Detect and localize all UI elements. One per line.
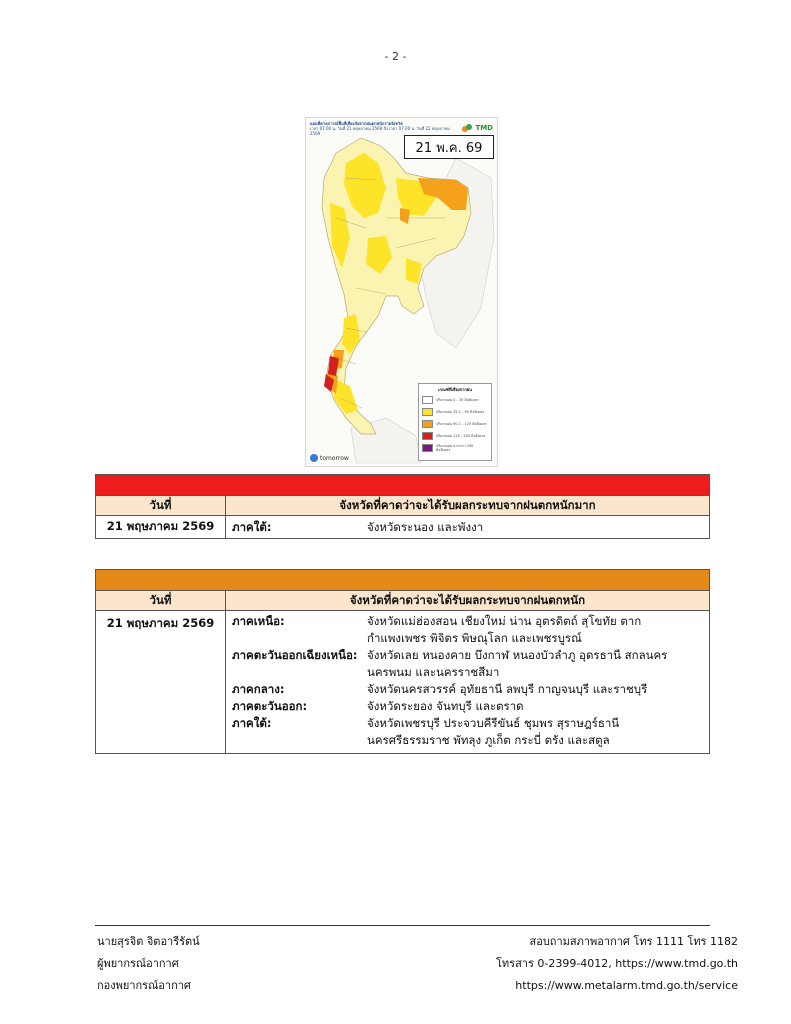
region-name: ภาคตะวันออก:: [232, 699, 308, 713]
tmd-logo-icon: [461, 122, 473, 134]
footer-divider: [95, 925, 710, 926]
legend-item: [422, 443, 488, 453]
table-header-row: [96, 591, 710, 611]
map-header-title: แผนที่คาดการณ์พื้นที่เสี่ยงภัยจากฝนตกหนักรายจังหวัด: [310, 121, 403, 126]
legend-title: เกณฑ์ที่เสี่ยงจากฝน: [438, 387, 472, 392]
region-entry: [232, 519, 703, 536]
province-line: นครพนม และนครราชสีมา: [367, 665, 500, 679]
region-name: ภาคกลาง:: [232, 682, 285, 696]
legend-swatch: [422, 444, 433, 452]
legend-swatch: [422, 408, 433, 416]
legend-label: ปริมาณฝน 0 - 35 มิลลิเมตร: [436, 398, 479, 402]
footer-signature: [97, 931, 200, 997]
col-header-provinces: จังหวัดที่คาดว่าจะได้รับผลกระทบจากฝนตกหนักมาก: [226, 496, 710, 516]
region-entry: [232, 613, 703, 647]
col-header-provinces: จังหวัดที่คาดว่าจะได้รับผลกระทบจากฝนตกหนัก: [226, 591, 710, 611]
heavy-rain-table: [95, 569, 710, 754]
col-header-date: วันที่: [96, 496, 226, 516]
legend-swatch: [422, 396, 433, 404]
province-line: นครศรีธรรมราช พัทลุง ภูเก็ต กระบี่ ตรัง และสตูล: [367, 733, 610, 747]
legend-label: ปริมาณฝน 90.1 - 125 มิลลิเมตร: [436, 422, 487, 426]
region-entry: [232, 681, 703, 698]
rainfall-risk-map: [305, 117, 498, 467]
legend-swatch: [422, 420, 433, 428]
forecaster-name: นายสุรจิต จิตอารีรัตน์: [97, 935, 200, 948]
region-name: ภาคเหนือ:: [232, 614, 285, 628]
legend-item: [422, 395, 488, 405]
region-provinces: [367, 647, 703, 681]
table-header-row: [96, 496, 710, 516]
footer-contact: [496, 931, 738, 997]
table-color-bar: [96, 570, 710, 591]
row-content: [226, 611, 710, 754]
legend-item: [422, 407, 488, 417]
region-provinces: [367, 613, 703, 647]
map-date-label: 21 พ.ค. 69: [404, 135, 494, 159]
tomorrow-logo: [310, 454, 349, 462]
tmd-logo-text: TMD: [475, 124, 493, 132]
contact-service-url: https://www.metalarm.tmd.go.th/service: [515, 979, 738, 992]
legend-item: [422, 419, 488, 429]
region-entry: [232, 647, 703, 681]
contact-phone: สอบถามสภาพอากาศ โทร 1111 โทร 1182: [529, 935, 738, 948]
province-line: กำแพงเพชร พิจิตร พิษณุโลก และเพชรบูรณ์: [367, 631, 582, 645]
table-color-bar: [96, 475, 710, 496]
region-name: ภาคใต้:: [232, 519, 272, 534]
severity-bar-red: [96, 475, 710, 496]
legend-item: [422, 431, 488, 441]
legend-label: ปริมาณฝน 35.1 - 90 มิลลิเมตร: [436, 410, 485, 414]
legend-swatch: [422, 432, 433, 440]
row-content: [226, 516, 710, 539]
severity-bar-orange: [96, 570, 710, 591]
region-provinces: จังหวัดระนอง และพังงา: [367, 519, 484, 534]
province-line: จังหวัดแม่ฮ่องสอน เชียงใหม่ น่าน อุตรดิตถ์ สุโขทัย ตาก: [367, 614, 642, 628]
row-date: 21 พฤษภาคม 2569: [96, 611, 226, 754]
forecaster-division: กองพยากรณ์อากาศ: [97, 979, 191, 992]
region-provinces: [367, 715, 703, 749]
map-header-period: เวลา 07.00 น. วันที่ 21 พฤษภาคม 2569 ถึง เวลา 07.00 น. วันที่ 22 พฤษภาคม 2569: [310, 126, 450, 136]
map-header: [310, 121, 460, 136]
col-header-date: วันที่: [96, 591, 226, 611]
forecaster-title: ผู้พยากรณ์อากาศ: [97, 957, 179, 970]
province-line: จังหวัดเลย หนองคาย บึงกาฬ หนองบัวลำภู อุดรธานี สกลนคร: [367, 648, 668, 662]
legend-label: ปริมาณฝน 125 - 250 มิลลิเมตร: [436, 434, 486, 438]
page-number: - 2 -: [384, 50, 407, 63]
region-provinces: จังหวัดนครสวรรค์ อุทัยธานี ลพบุรี กาญจนบุรี และราชบุรี: [367, 682, 648, 696]
tomorrow-logo-text: tomorrow: [320, 454, 349, 462]
very-heavy-rain-table: [95, 474, 710, 539]
legend-label: ปริมาณฝน มากกว่า 250 มิลลิเมตร: [436, 444, 474, 452]
province-line: จังหวัดเพชรบุรี ประจวบคีรีขันธ์ ชุมพร สุราษฎร์ธานี: [367, 716, 620, 730]
region-name: ภาคใต้:: [232, 716, 272, 730]
region-provinces: จังหวัดระยอง จันทบุรี และตราด: [367, 699, 524, 713]
region-entry: [232, 715, 703, 749]
tmd-logo: [461, 122, 493, 134]
table-row: [96, 516, 710, 539]
tomorrow-logo-icon: [310, 454, 318, 462]
region-entry: [232, 698, 703, 715]
contact-fax-website: โทรสาร 0-2399-4012, https://www.tmd.go.th: [496, 957, 738, 970]
row-date: 21 พฤษภาคม 2569: [96, 516, 226, 539]
table-row: [96, 611, 710, 754]
region-name: ภาคตะวันออกเฉียงเหนือ:: [232, 648, 358, 662]
map-legend: [418, 383, 492, 461]
